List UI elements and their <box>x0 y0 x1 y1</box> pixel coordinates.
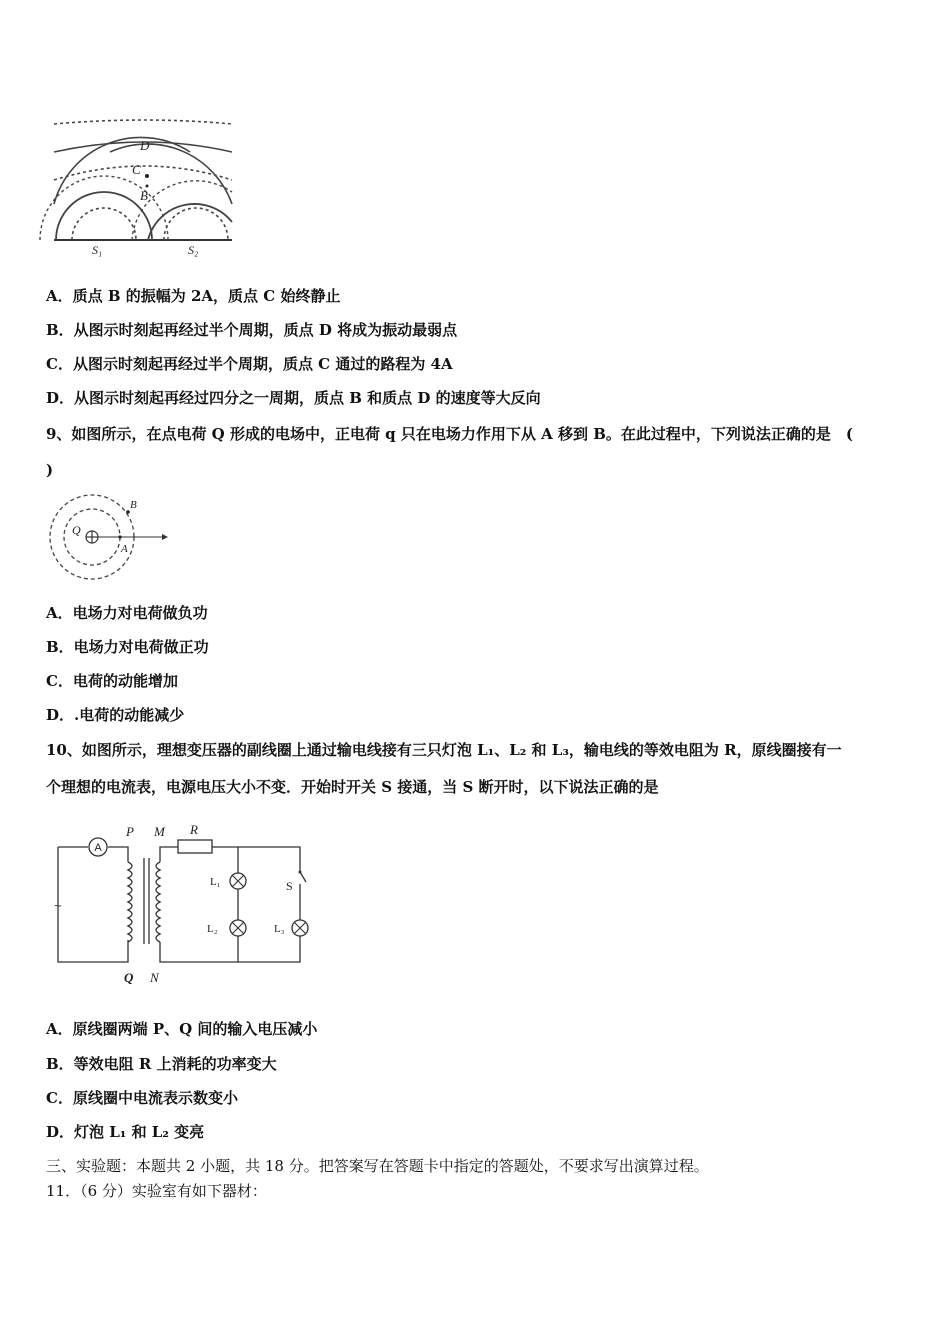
label-s: S <box>286 879 293 893</box>
label-q: Q <box>124 970 134 985</box>
primary-coil <box>128 862 132 942</box>
s1-solid-inner <box>56 192 152 240</box>
label-r: R <box>190 822 198 837</box>
q9-option-b: B．电场力对电荷做正功 <box>46 638 209 656</box>
label-d: D <box>140 138 150 153</box>
dashed-wavefront <box>54 120 232 124</box>
label-s1: S₁ <box>92 243 103 257</box>
label-m: M <box>154 824 165 839</box>
ammeter-label: A <box>94 842 102 854</box>
point-charge-figure <box>44 490 174 590</box>
q10-option-a: A．原线圈两端 P、Q 间的输入电压减小 <box>46 1020 318 1038</box>
q8-option-c: C．从图示时刻起再经过半个周期，质点 C 通过的路程为 4A <box>46 355 453 373</box>
q9-option-d: D．.电荷的动能减少 <box>46 706 185 724</box>
label-q: Q <box>72 523 81 537</box>
s2-dashed-inner <box>164 208 228 240</box>
switch-s <box>300 872 306 882</box>
resistor-r <box>178 840 212 853</box>
q10-option-b: B．等效电阻 R 上消耗的功率变大 <box>46 1055 277 1073</box>
label-c: C <box>132 162 141 177</box>
q11-stem: 11．（6 分）实验室有如下器材： <box>46 1182 267 1200</box>
q10-stem-line1: 10、如图所示，理想变压器的副线圈上通过输电线接有三只灯泡 L₁、L₂ 和 L₃，输电线的等效电阻为 R，原线圈接有一 <box>46 741 842 759</box>
label-p: P <box>126 824 134 839</box>
q10-option-d: D．灯泡 L₁ 和 L₂ 变亮 <box>46 1123 205 1141</box>
q8-option-d: D．从图示时刻起再经过四分之一周期，质点 B 和质点 D 的速度等大反向 <box>46 389 541 407</box>
dashed-wavefront <box>54 166 232 180</box>
q10-option-c: C．原线圈中电流表示数变小 <box>46 1089 238 1107</box>
point-a <box>118 535 121 538</box>
q8-option-a: A．质点 B 的振幅为 2A，质点 C 始终静止 <box>46 287 341 305</box>
q9-option-a: A．电场力对电荷做负功 <box>46 604 208 622</box>
point-c <box>145 174 149 178</box>
transformer-circuit-figure <box>50 820 320 990</box>
secondary-coil <box>156 862 160 942</box>
source-symbol: ~ <box>54 898 62 913</box>
q9-stem-line2: ) <box>46 461 54 479</box>
label-b: B <box>130 499 137 511</box>
wave-interference-figure <box>50 112 240 262</box>
label-b: B <box>140 188 148 203</box>
secondary-wire <box>160 847 300 962</box>
label-a: A <box>121 543 128 555</box>
section3-heading: 三、实验题：本题共 2 小题，共 18 分。把答案写在答题卡中指定的答题处，不要求写出演算过程。 <box>46 1157 709 1175</box>
label-l2: L₂ <box>207 923 218 935</box>
primary-wire <box>58 847 128 962</box>
s1-dashed-inner <box>72 208 136 240</box>
s2-solid-wave <box>110 144 232 204</box>
label-l1: L₁ <box>210 876 221 888</box>
label-s2: S₂ <box>188 243 199 257</box>
label-n: N <box>150 970 159 985</box>
q9-stem-line1: 9、如图所示，在点电荷 Q 形成的电场中，正电荷 q 只在电场力作用下从 A 移到 B。在此过程中，下列说法正确的是 ( <box>46 425 853 443</box>
label-l3: L₃ <box>274 923 285 935</box>
q9-option-c: C．电荷的动能增加 <box>46 672 178 690</box>
q8-option-b: B．从图示时刻起再经过半个周期，质点 D 将成为振动最弱点 <box>46 321 458 339</box>
q10-stem-line2: 个理想的电流表，电源电压大小不变．开始时开关 S 接通，当 S 断开时，以下说法正确的是 <box>46 778 659 796</box>
